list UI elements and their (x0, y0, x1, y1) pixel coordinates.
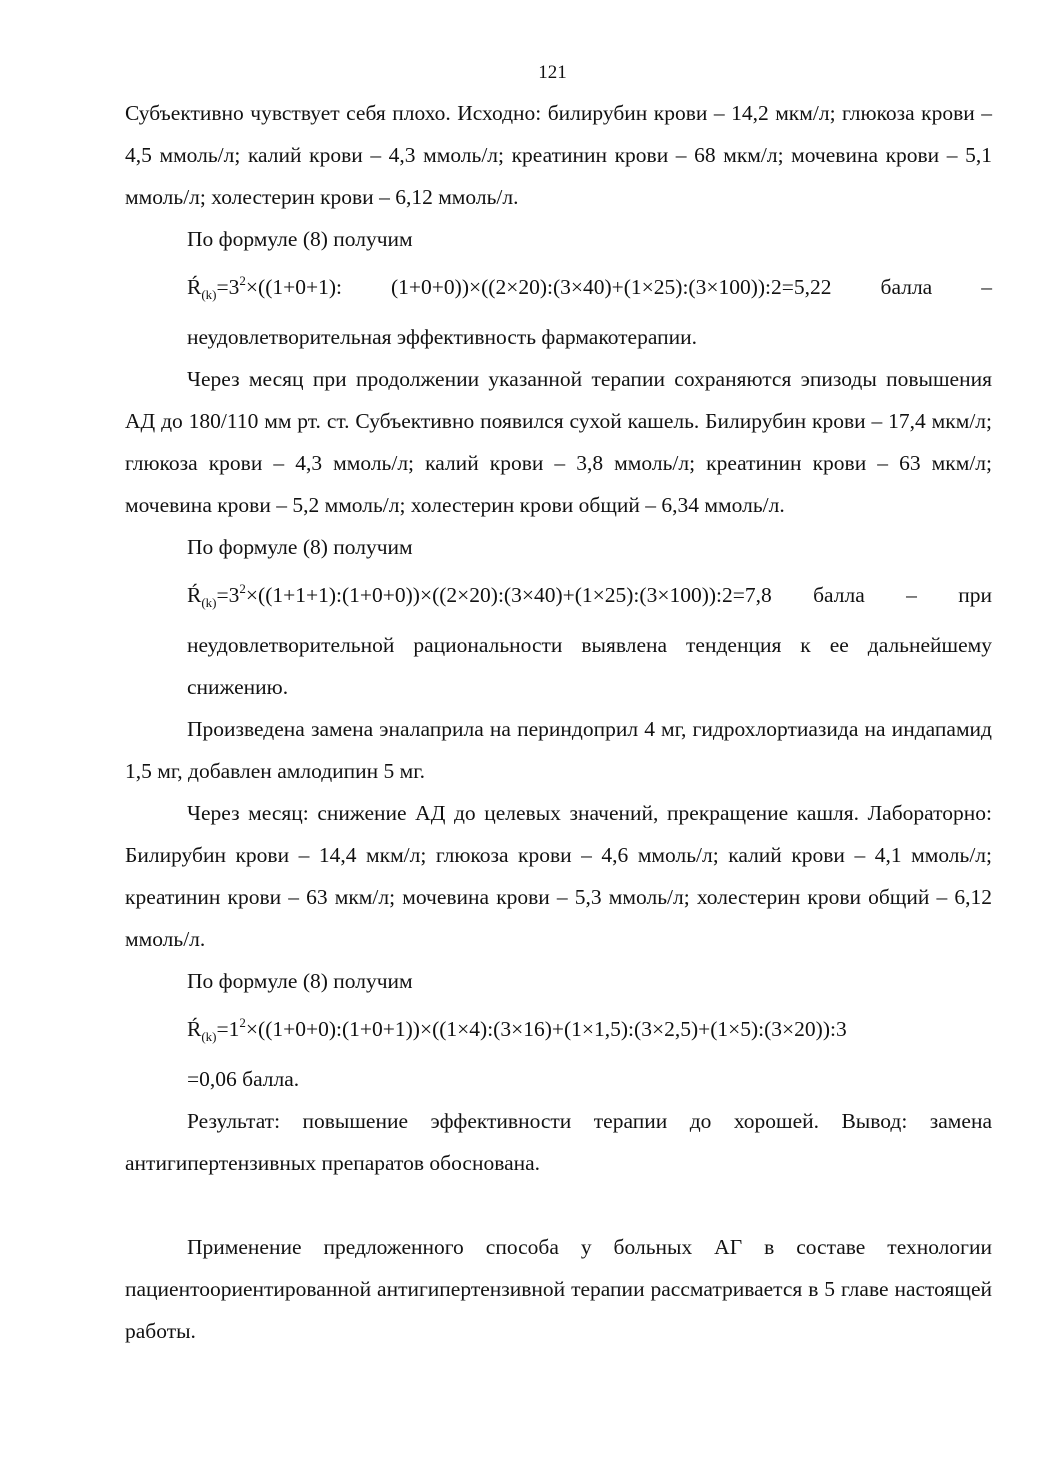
formula-3-base: =1 (216, 1017, 240, 1041)
formula-2-subscript: (k) (201, 595, 217, 610)
formula-3-result: =0,06 балла. (187, 1067, 300, 1091)
formula-3-symbol: Ŕ (187, 1017, 202, 1041)
formula-2-base: =3 (216, 583, 240, 607)
formula-3 (125, 1002, 992, 1058)
formula-1-rest: ×((1+0+1): (1+0+0))×((2×20):(3×40)+(1×25):(3×100)):2=5,22 балла – неудовлетворительная эффективность фармакотерапии. (187, 275, 992, 349)
formula-1-superscript: 2 (239, 273, 246, 288)
formula-2-rest: ×((1+1+1):(1+0+0))×((2×20):(3×40)+(1×25):(3×100)):2=7,8 балла – при неудовлетворительной рациональности выявлена тенденция к ее дальнейшему снижению. (187, 583, 992, 699)
formula-3-superscript: 2 (239, 1015, 246, 1030)
formula-1-symbol: Ŕ (187, 275, 202, 299)
paragraph-gap (125, 1184, 992, 1226)
formula-2 (125, 568, 992, 708)
formula-1-subscript: (k) (201, 287, 217, 302)
formula-3-subscript: (k) (201, 1029, 217, 1044)
paragraph-formula-intro-2: По формуле (8) получим (187, 535, 413, 559)
paragraph-result: Результат: повышение эффективности терапии до хорошей. Вывод: замена антигипертензивных препаратов обоснована. (125, 1109, 992, 1175)
paragraph-initial-labs: Субъективно чувствует себя плохо. Исходно: билирубин крови – 14,2 мкм/л; глюкоза крови – 4,5 ммоль/л; калий крови – 4,3 ммоль/л; креатинин крови – 68 мкм/л; мочевина крови – 5,1 ммоль/л; холестерин крови – 6,12 ммоль/л. (125, 101, 992, 209)
page-number: 121 (538, 62, 567, 83)
paragraph-formula-intro-3: По формуле (8) получим (187, 969, 413, 993)
formula-1-base: =3 (216, 275, 240, 299)
formula-2-symbol: Ŕ (187, 583, 202, 607)
paragraph-month-later: Через месяц при продолжении указанной терапии сохраняются эпизоды повышения АД до 180/110 мм рт. ст. Субъективно появился сухой кашель. Билирубин крови – 17,4 мкм/л; глюкоза крови – 4,3 ммоль/л; калий крови – 3,8 ммоль/л; креатинин крови – 63 мкм/л; мочевина крови – 5,2 ммоль/л; холестерин крови общий – 6,34 ммоль/л. (125, 367, 992, 517)
document-body (125, 92, 992, 1352)
paragraph-formula-intro-1: По формуле (8) получим (187, 227, 413, 251)
paragraph-second-month: Через месяц: снижение АД до целевых значений, прекращение кашля. Лабораторно: Билирубин крови – 14,4 мкм/л; глюкоза крови – 4,6 ммоль/л; калий крови – 4,1 ммоль/л; креатинин крови – 63 мкм/л; мочевина крови – 5,3 ммоль/л; холестерин крови общий – 6,12 ммоль/л. (125, 801, 992, 951)
formula-2-superscript: 2 (239, 581, 246, 596)
formula-3-rest: ×((1+0+0):(1+0+1))×((1×4):(3×16)+(1×1,5):(3×2,5)+(1×5):(3×20)):3 (245, 1017, 847, 1041)
paragraph-drug-replacement: Произведена замена эналаприла на периндоприл 4 мг, гидрохлортиазида на индапамид 1,5 мг, добавлен амлодипин 5 мг. (125, 717, 992, 783)
paragraph-application: Применение предложенного способа у больных АГ в составе технологии пациентоориентированной антигипертензивной терапии рассматривается в 5 главе настоящей работы. (125, 1235, 992, 1343)
formula-1 (125, 260, 992, 358)
